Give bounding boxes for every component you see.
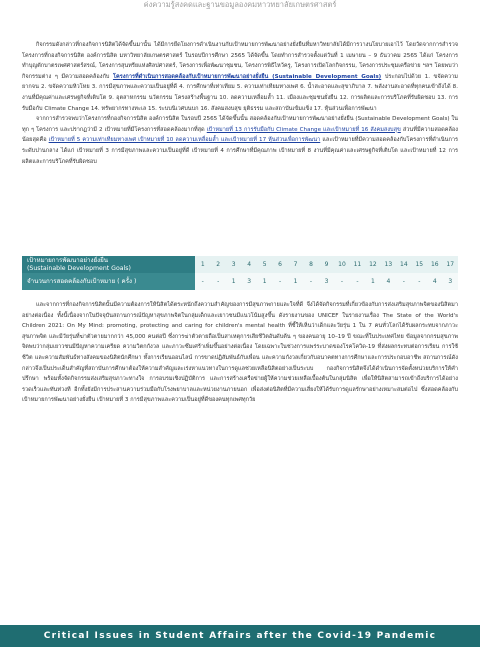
paragraph-2 [22, 114, 458, 167]
paragraph-3: และจากการที่กองกิจการนิสิตนั้นมีความต้องการให้นิสิตได้ตระหนักถึงความสำคัญของการมีสุขภาพกายและใจที่ดี จึงได้จัดกิจกรรมที่เกี่ยวข้องกับการส่งเสริมสุขภาพจิตของนิสิตมาอย่างต่อเนื่อง ทั้งนี้เนื่องจากในปัจจุบันสถานการณ์ปัญหาสุขภาพจิตในกลุ่มเด็กและเยาวชนมีแนวโน้มสูงขึ้น ดังรายงานของ UNICEF ในรายงานเรื่อง The State of the World's Children 2021: On My Mind: promoting, protecting and caring for children's mental health ที่ชี้ให้เห็นว่าเด็กและวัยรุ่น 1 ใน 7 คนทั่วโลกได้รับผลกระทบจากภาวะสุขภาพจิต และมีวัยรุ่นที่ฆ่าตัวตายมากกว่า 45,000 คนต่อปี ซึ่งการฆ่าตัวตายถือเป็นสาเหตุการเสียชีวิตอันดับต้น ๆ ของคนอายุ 10–19 ปี ขณะที่ในประเทศไทย ข้อมูลจากกรมสุขภาพจิตพบว่ากลุ่มเยาวชนมีปัญหาความเครียด ความวิตกกังวล และภาวะซึมเศร้าเพิ่มขึ้นอย่างต่อเนื่อง โดยเฉพาะในช่วงการแพร่ระบาดของโรคโควิด-19 ที่ส่งผลกระทบต่อการเรียน การใช้ชีวิต และความสัมพันธ์ทางสังคมของนิสิตนักศึกษา ทั้งการเรียนออนไลน์ การขาดปฏิสัมพันธ์กับเพื่อน และความกังวลเกี่ยวกับอนาคตทางการศึกษาและการประกอบอาชีพ สถานการณ์ดังกล่าวจึงเป็นประเด็นสำคัญที่สถาบันการศึกษาต้องให้ความสำคัญและเร่งหาแนวทางในการดูแลช่วยเหลือนิสิตอย่างเป็นระบบ กองกิจการนิสิตจึงได้ดำเนินการจัดตั้งหน่วยบริการให้คำปรึกษา พร้อมทั้งจัดกิจกรรมส่งเสริมสุขภาวะทางใจ การอบรมเชิงปฏิบัติการ และการสร้างเครือข่ายผู้ให้ความช่วยเหลือเบื้องต้นในกลุ่มนิสิต เพื่อให้นิสิตสามารถเข้าถึงบริการได้อย่างรวดเร็วและทันท่วงที อีกทั้งยังมีการประสานความร่วมมือกับโรงพยาบาลและหน่วยงานภายนอก เพื่อส่งต่อนิสิตที่มีความเสี่ยงให้ได้รับการดูแลรักษาอย่างเหมาะสมต่อไป ซึ่งสอดคล้องกับเป้าหมายการพัฒนาอย่างยั่งยืน เป้าหมายที่ 3 การมีสุขภาพและความเป็นอยู่ที่ดีของคนทุกเพศทุกวัย [22, 302, 458, 404]
goal-count-cell: 4 [381, 273, 396, 290]
goal-number-cell: 13 [381, 256, 396, 273]
goal-number-cell: 4 [241, 256, 256, 273]
goal-number-cell: 17 [443, 256, 459, 273]
goal-number-cell: 7 [288, 256, 303, 273]
paragraph-1-text-a: กิจกรรมดังกล่าวที่กองกิจการนิสิตได้จัดขึ้นมานั้น ได้มีการยึดโยงการดำเนินงานกับเป้าหมายการพัฒนาอย่างยั่งยืนที่มหาวิทยาลัยได้มีการวางนโยบายเอาไว้ โดยวัดจากการสำรวจโครงการที่กองกิจการนิสิต องค์การนิสิต มหาวิทยาลัยเกษตรศาสตร์ ในรอบปีการศึกษา 2565 ได้จัดขึ้น โดยทำการสำรวจตั้งแต่วันที่ 1 เมษายน – 9 ธันวาคม 2565 ได้แก่ โครงการทำบุญตักบาตรเพศศาสตร์สรณ์, โครงการสุนทรียแห่งศิลปศาสตร์, โครงการเพื่อพัฒนาชุมชน, โครงการพิธีไหว้ครู, โครงการเปิดโลกกิจกรรม, โครงการประชุมเครือข่าย ฯลฯ โดยพบว่ากิจกรรมต่าง ๆ มีความสอดคล้องกับ [22, 42, 458, 80]
paragraph-2-text-b: ส่วนที่มีความสอดคล้องน้อยสุดคือ [22, 126, 459, 144]
goal-count-cell: 1 [365, 273, 380, 290]
goal-number-cell: 11 [350, 256, 365, 273]
sdg-count-row [22, 273, 458, 290]
goal-number-cell: 2 [210, 256, 225, 273]
sdg-row-label-line1: เป้าหมายการพัฒนาอย่างยั่งยืน [27, 256, 109, 264]
sdg-projects-link: โครงการที่ดำเนินการสอดคล้องกับเป้าหมายการพัฒนาอย่างยั่งยืน (Sustainable Development Goals) [112, 73, 382, 80]
sdg-row-label [22, 256, 195, 273]
goal-number-cell: 16 [427, 256, 442, 273]
goal-number-cell: 15 [412, 256, 427, 273]
goal-number-cell: 10 [334, 256, 349, 273]
goal-count-cell: 1 [226, 273, 241, 290]
paragraph-2-text-c: และเป้าหมายที่มีความสอดคล้องกับโครงการที่ดำเนินการระดับปานกลาง ได้แก่ เป้าหมายที่ 3 การมีสุขภาพและความเป็นอยู่ที่ดี เป้าหมายที่ 4 การศึกษาที่มีคุณภาพ เป้าหมายที่ 8 งานที่มีคุณค่าและเศรษฐกิจที่เติบโต และเป้าหมายที่ 12 การผลิตและการบริโภคที่รับผิดชอบ [22, 137, 459, 165]
goal-count-cell: - [210, 273, 225, 290]
goal-number-cell: 14 [396, 256, 411, 273]
count-row-label: จำนวนการสอดคล้องกับเป้าหมาย ( ครั้ง ) [22, 273, 195, 290]
paragraph-1 [22, 40, 458, 114]
paragraph-2-text-a: จากการสำรวจพบว่าโครงการที่กองกิจการนิสิต องค์การนิสิต ในรอบปี 2565 ได้จัดขึ้นนั้น สอดคล้องกับเป้าหมายการพัฒนาอย่างยั่งยืน (Sustainable Development Goals) ในทุก ๆ โครงการ และปรากฏว่ามี 2 เป้าหมายที่มีโครงการที่สอดคล้องมากที่สุด [22, 116, 458, 133]
goal-number-cell: 12 [365, 256, 380, 273]
footer-banner [0, 625, 480, 647]
sdg-goal-number-row [22, 256, 458, 273]
least-aligned-goals-highlight: เป้าหมายที่ 5 ความเท่าเทียมทางเพศ เป้าหมายที่ 10 ลดความเหลื่อมล้ำ และเป้าหมายที่ 17 หุ้นส่วนเพื่อการพัฒนา [48, 137, 321, 144]
goal-count-cell: 3 [443, 273, 459, 290]
goal-count-cell: - [350, 273, 365, 290]
goal-number-cell: 3 [226, 256, 241, 273]
goal-number-cell: 8 [303, 256, 318, 273]
goal-count-cell: - [303, 273, 318, 290]
goal-count-cell: - [334, 273, 349, 290]
most-aligned-goals-highlight: เป้าหมายที่ 13 การรับมือกับ Climate Change และเป้าหมายที่ 16 สังคมสงบสุข [206, 126, 401, 133]
goal-count-cell: 1 [288, 273, 303, 290]
goal-number-cell: 1 [195, 256, 210, 273]
goal-count-cell: - [412, 273, 427, 290]
goal-count-cell: 3 [241, 273, 256, 290]
goal-number-cell: 9 [319, 256, 334, 273]
goal-number-cell: 6 [272, 256, 287, 273]
footer-title: Critical Issues in Student Affairs after the Covid-19 Pandemic [43, 631, 437, 641]
sdg-alignment-table [22, 256, 458, 290]
body-text-bottom [22, 300, 458, 406]
goal-number-cell: 5 [257, 256, 272, 273]
goal-count-cell: - [396, 273, 411, 290]
sdg-row-label-line2: (Sustainable Development Goals) [27, 264, 131, 272]
goal-count-cell: 3 [319, 273, 334, 290]
running-header-text: ค่งความรู้สงคดและฐานขอมูลองคมหาวทยาลัยเกษตรศาสตร์ [143, 0, 337, 9]
goal-count-cell: 1 [257, 273, 272, 290]
goal-count-cell: 4 [427, 273, 442, 290]
goal-count-cell: - [272, 273, 287, 290]
paragraph-1-text-b: ประกอบไปด้วย 1. ขจัดความยากจน 2. ขจัดความหิวโหย 3. การมีสุขภาพและความเป็นอยู่ที่ดี 4. การศึกษาที่เท่าเทียม 5. ความเท่าเทียมทางเพศ 6. น้ำสะอาดและสุขาภิบาล 7. พลังงานสะอาดที่ทุกคนเข้าถึงได้ 8. งานที่มีคุณค่าและเศรษฐกิจที่เติบโต 9. อุตสาหกรรม นวัตกรรม โครงสร้างพื้นฐาน 10. ลดความเหลื่อมล้ำ 11. เมืองและชุมชนยั่งยืน 12. การผลิตและการบริโภคที่รับผิดชอบ 13. การรับมือกับ Climate Change 14. ทรัพยากรทางทะเล 15. ระบบนิเวศบนบก 16. สังคมสงบสุข ยุติธรรม และสถาบันเข้มแข็ง 17. หุ้นส่วนเพื่อการพัฒนา [22, 73, 458, 112]
body-text-top [22, 40, 458, 167]
running-header [0, 0, 480, 14]
goal-count-cell: - [195, 273, 210, 290]
